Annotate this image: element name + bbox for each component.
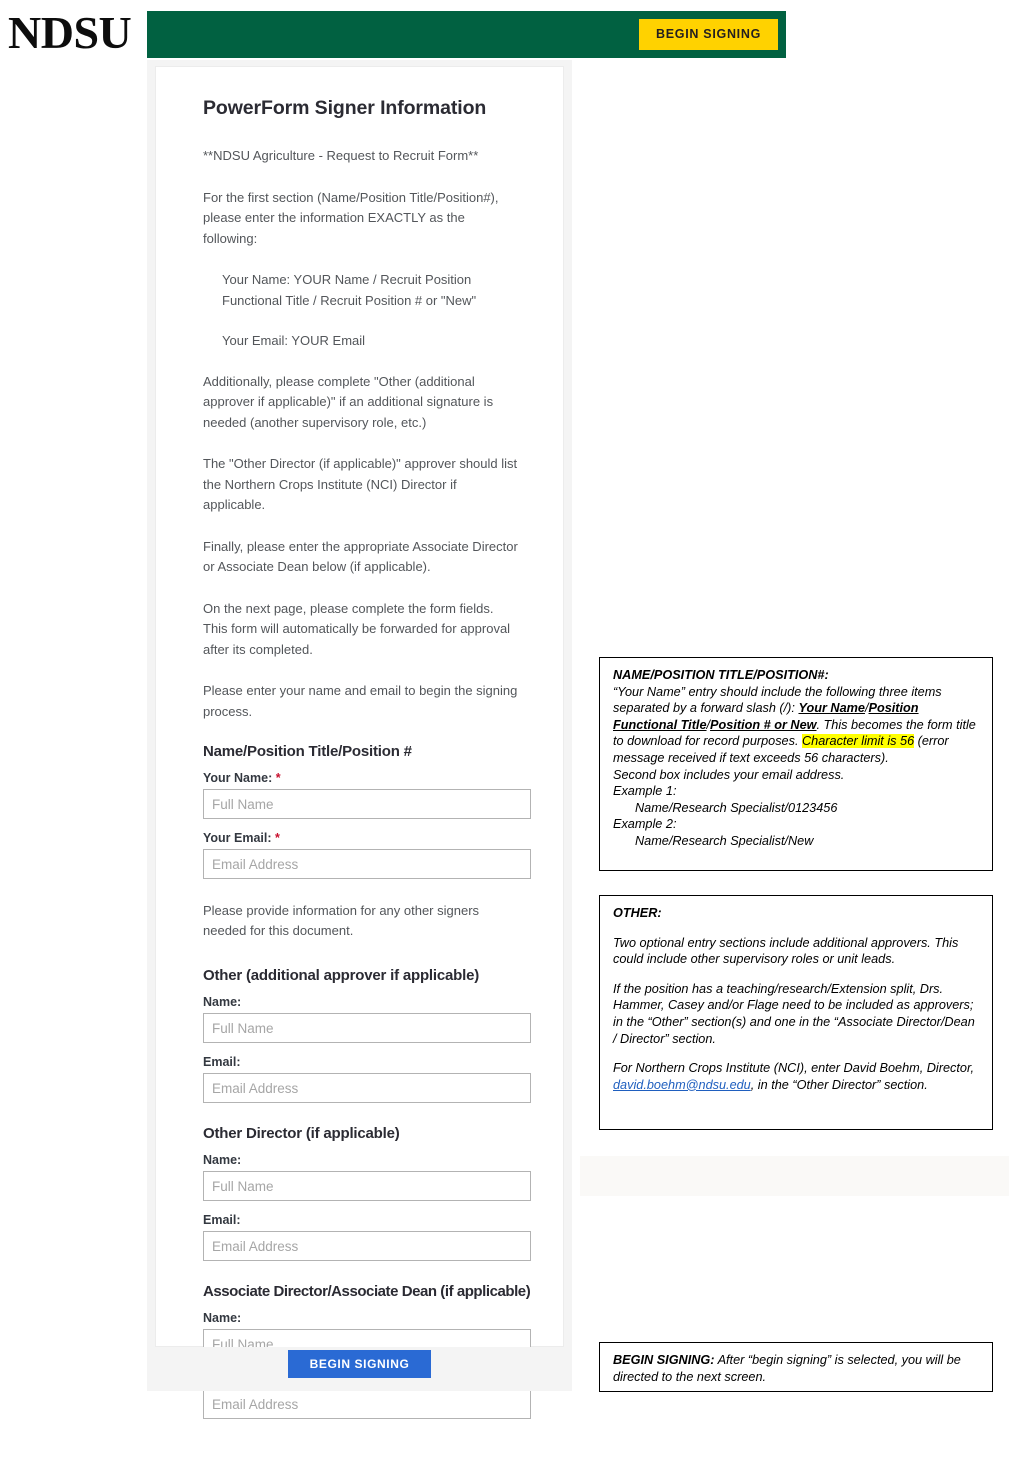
body-paragraph-4: Please enter your name and email to begin the signing process. bbox=[203, 683, 518, 719]
callout-name-second-box: Second box includes your email address. bbox=[613, 767, 845, 782]
callout-name-example1-label: Example 1: bbox=[613, 784, 677, 799]
other-signers-note: Please provide information for any other signers needed for this document. bbox=[203, 903, 480, 938]
powerform-page-background bbox=[147, 60, 572, 1391]
body-paragraph-3: On the next page, please complete the form fields. This form will automatically be forwarded for approval after its completed. bbox=[203, 600, 511, 657]
callout-name-bold3: Position # or New bbox=[710, 717, 817, 732]
associate-director-name-label: Name: bbox=[203, 1311, 242, 1325]
other-director-name-input[interactable] bbox=[203, 1171, 531, 1201]
other-email-label: Email: bbox=[203, 1055, 241, 1069]
header-begin-signing-button[interactable]: BEGIN SIGNING bbox=[639, 19, 778, 50]
other-director-email-label: Email: bbox=[203, 1213, 241, 1227]
card-footer bbox=[155, 1347, 564, 1391]
callout-name-example1-value bbox=[613, 800, 980, 817]
your-name-label-text: Your Name: bbox=[203, 771, 273, 785]
callout-name-position-title bbox=[599, 657, 993, 871]
callout-other-para3b: , in the “Other Director” section. bbox=[750, 1077, 928, 1092]
callout-name-line1c: (error message received if text exceeds 56 characters). bbox=[613, 734, 949, 765]
ndsu-logo: NDSU bbox=[8, 7, 132, 58]
indented-paragraph-1: Your Email: YOUR Email bbox=[222, 333, 366, 348]
indented-paragraph-0: Your Name: YOUR Name / Recruit Position Functional Title / Recruit Position # or "New" bbox=[222, 272, 477, 308]
callout-begin-heading-text: BEGIN SIGNING: bbox=[613, 1353, 715, 1367]
callout-begin-body-text: After “begin signing” is selected, you will be directed to the next screen. bbox=[613, 1353, 961, 1384]
body-paragraph-1: The "Other Director (if applicable)" approver should list the Northern Crops Institute (NCI) Director if applicable. bbox=[203, 456, 518, 512]
callout-other-para1: Two optional entry sections include additional approvers. This could include other supervisory roles or unit leads. bbox=[613, 935, 959, 967]
section-heading-other-director: Other Director (if applicable) bbox=[203, 1125, 400, 1142]
body-paragraph-0: Additionally, please complete "Other (additional approver if applicable)" if an additional signature is needed (another supervisory role, etc.) bbox=[203, 373, 494, 430]
section-heading-other: Other (additional approver if applicable) bbox=[203, 967, 480, 984]
callout-name-example1-text: Name/Research Specialist/0123456 bbox=[635, 800, 838, 815]
your-email-input[interactable] bbox=[203, 849, 531, 879]
callout-begin-signing bbox=[599, 1342, 993, 1392]
callout-name-example2-value bbox=[613, 833, 980, 850]
footer-begin-signing-button[interactable]: BEGIN SIGNING bbox=[288, 1350, 432, 1378]
callout-other bbox=[599, 895, 993, 1130]
page-title: PowerForm Signer Information bbox=[203, 97, 487, 119]
other-name-label: Name: bbox=[203, 995, 242, 1009]
callout-name-heading bbox=[613, 667, 980, 684]
callout-begin-body bbox=[613, 1352, 980, 1385]
intro-paragraph-1: For the first section (Name/Position Title/Position#), please enter the information EXACTLY as the following: bbox=[203, 189, 499, 246]
callout-other-para3 bbox=[613, 1060, 980, 1093]
section-heading-associate-director: Associate Director/Associate Dean (if applicable) bbox=[203, 1283, 531, 1300]
other-name-input[interactable] bbox=[203, 1013, 531, 1043]
powerform-card bbox=[155, 66, 564, 1347]
body-paragraph-2: Finally, please enter the appropriate Associate Director or Associate Dean below (if applicable). bbox=[203, 538, 518, 574]
associate-director-email-input[interactable] bbox=[203, 1389, 531, 1419]
callout-name-bold2: Position Functional Title bbox=[613, 701, 919, 732]
callout-name-body bbox=[613, 684, 980, 767]
david-boehm-email-link[interactable]: david.boehm@ndsu.edu bbox=[613, 1077, 751, 1092]
other-director-email-input[interactable] bbox=[203, 1231, 531, 1261]
your-email-label bbox=[203, 831, 518, 845]
your-name-label bbox=[203, 771, 518, 785]
your-name-required-asterisk: * bbox=[275, 771, 281, 785]
intro-paragraph-0: **NDSU Agriculture - Request to Recruit Form** bbox=[203, 148, 479, 163]
callout-other-heading bbox=[613, 905, 980, 922]
section-heading-name-position: Name/Position Title/Position # bbox=[203, 743, 412, 760]
callout-name-slash2: / bbox=[706, 717, 711, 732]
your-email-label-text: Your Email: bbox=[203, 831, 272, 845]
callout-name-line1b: . This becomes the form title to download for record purposes. bbox=[613, 717, 976, 749]
other-email-input[interactable] bbox=[203, 1073, 531, 1103]
header-bar bbox=[147, 11, 786, 58]
other-director-name-label: Name: bbox=[203, 1153, 242, 1167]
your-email-required-asterisk: * bbox=[275, 831, 280, 845]
callout-name-slash1: / bbox=[864, 701, 869, 716]
callout-name-line1a: “Your Name” entry should include the following three items separated by a forward slash (/): bbox=[613, 684, 942, 716]
callout-other-para3a: For Northern Crops Institute (NCI), enter David Boehm, Director, bbox=[613, 1061, 975, 1076]
your-name-input[interactable] bbox=[203, 789, 531, 819]
callout-name-heading-text: NAME/POSITION TITLE/POSITION#: bbox=[613, 668, 829, 682]
callout-other-heading-text: OTHER: bbox=[613, 906, 662, 920]
callout-name-example2-label: Example 2: bbox=[613, 817, 677, 832]
callout-other-para2: If the position has a teaching/research/Extension split, Drs. Hammer, Casey and/or Flage need to be included as approvers; in the “Other” section(s) and one in the “Associate Director/Dean / Director” section. bbox=[613, 981, 975, 1046]
callout-name-example2-text: Name/Research Specialist/New bbox=[635, 833, 814, 848]
faint-background-band bbox=[580, 1156, 1009, 1196]
callout-name-highlight: Character limit is 56 bbox=[802, 734, 915, 749]
callout-name-bold1: Your Name bbox=[798, 701, 865, 716]
